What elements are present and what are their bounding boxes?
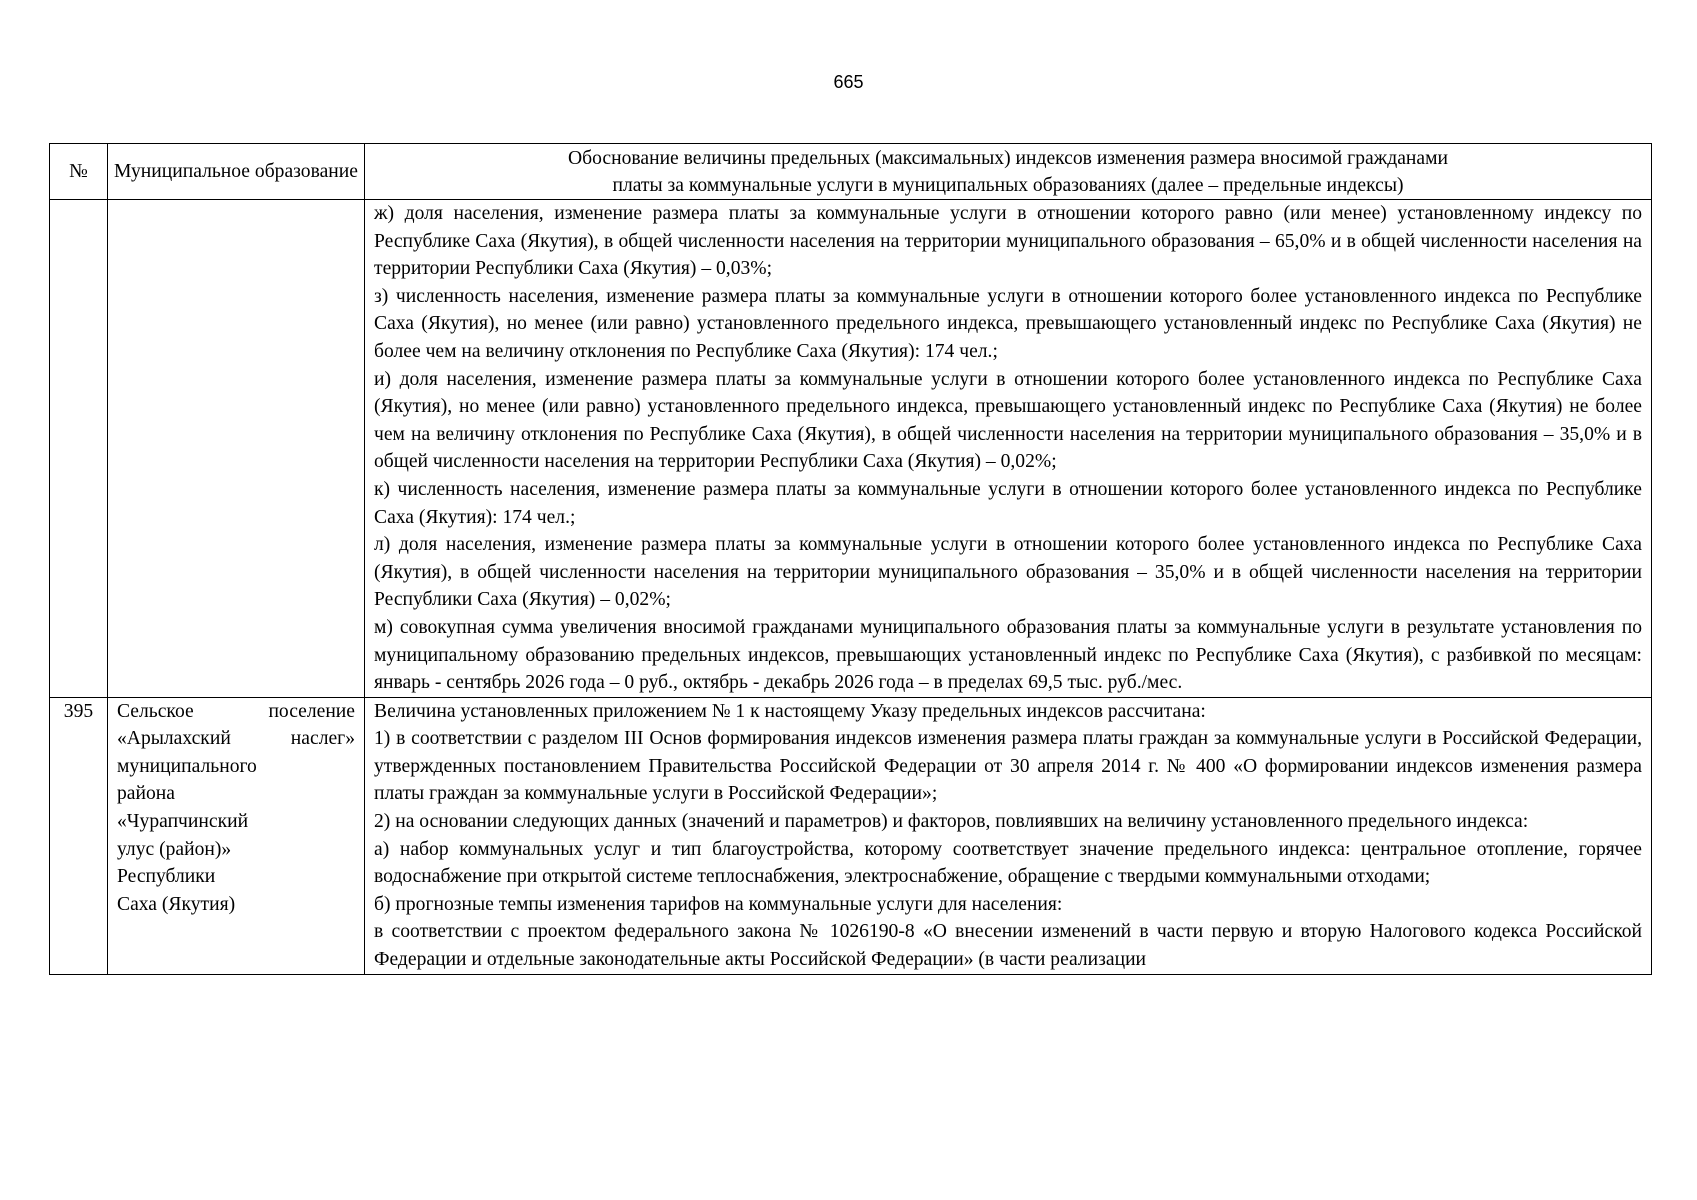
justification-paragraph: к) численность населения, изменение размера платы за коммунальные услуги в отношении которого более установленного индекса по Республике Саха (Якутия): 174 чел.;	[374, 478, 1642, 528]
justification-paragraph: в соответствии с проектом федерального закона № 1026190-8 «О внесении изменений в части первую и вторую Налогового кодекса Российской Федерации и отдельные законодательные акты Российской Федерации» (в части реализации	[374, 921, 1642, 971]
justification-table	[49, 143, 1652, 975]
justification-paragraph: ж) доля населения, изменение размера платы за коммунальные услуги в отношении которого равно (или менее) установленному индексу по Республике Саха (Якутия), в общей численности населения на территории муниципального образования – 65,0% и в общей численности населения на территории Республики Саха (Якутия) – 0,03%;	[374, 203, 1642, 280]
header-justification-line2: платы за коммунальные услуги в муниципальных образованиях (далее – предельные индексы)	[612, 174, 1404, 196]
header-justification-line1: Обоснование величины предельных (максимальных) индексов изменения размера вносимой гражданами	[568, 147, 1448, 169]
justification-cell	[365, 697, 1652, 974]
municipality-line: улус (район)»	[117, 838, 232, 860]
municipality-cell	[108, 200, 365, 698]
municipality-line: Республики	[117, 866, 216, 888]
table-header-row	[50, 144, 1652, 200]
justification-paragraph: а) набор коммунальных услуг и тип благоустройства, которому соответствует значение предельного индекса: центральное отопление, горячее водоснабжение при открытой системе теплоснабжения, электроснабжение, обращение с твердыми коммунальными отходами;	[374, 838, 1642, 888]
justification-paragraph: м) совокупная сумма увеличения вносимой гражданами муниципального образования платы за коммунальные услуги в результате установления по муниципальному образованию предельных индексов, превышающих установленный индекс по Республике Саха (Якутия), с разбивкой по месяцам: январь - сентябрь 2026 года – 0 руб., октябрь - декабрь 2026 года – в пределах 69,5 тыс. руб./мес.	[374, 616, 1642, 694]
municipality-line: «Чурапчинский	[117, 811, 249, 833]
justification-paragraph: Величина установленных приложением № 1 к настоящему Указу предельных индексов рассчитана:	[374, 700, 1206, 722]
municipality-cell	[108, 697, 365, 974]
justification-paragraph: б) прогнозные темпы изменения тарифов на коммунальные услуги для населения:	[374, 893, 1063, 915]
justification-cell	[365, 200, 1652, 698]
row-number	[50, 200, 108, 698]
row-number: 395	[50, 697, 108, 974]
justification-paragraph: 1) в соответствии с разделом III Основ формирования индексов изменения размера платы граждан за коммунальные услуги в Российской Федерации, утвержденных постановлением Правительства Российской Федерации от 30 апреля 2014 г. № 400 «О формировании индексов изменения размера платы граждан за коммунальные услуги в Российской Федерации»;	[374, 728, 1642, 805]
justification-paragraph: л) доля населения, изменение размера платы за коммунальные услуги в отношении которого более установленного индекса по Республике Саха (Якутия), в общей численности населения на территории муниципального образования – 35,0% и в общей численности населения на территории Республики Саха (Якутия) – 0,02%;	[374, 534, 1642, 611]
justification-paragraph: з) численность населения, изменение размера платы за коммунальные услуги в отношении которого более установленного индекса по Республике Саха (Якутия), но менее (или равно) установленного предельного индекса, превышающего установленный индекс по Республике Саха (Якутия) не более чем на величину отклонения по Республике Саха (Якутия): 174 чел.;	[374, 285, 1642, 362]
municipality-line: муниципального	[117, 755, 257, 777]
header-municipality: Муниципальное образование	[108, 144, 365, 200]
table-row	[50, 697, 1652, 974]
municipality-line: «Арылахский наслег»	[117, 728, 355, 750]
justification-paragraph: и) доля населения, изменение размера платы за коммунальные услуги в отношении которого более установленного индекса по Республике Саха (Якутия), но менее (или равно) установленного предельного индекса, превышающего установленный индекс по Республике Саха (Якутия) не более чем на величину отклонения по Республике Саха (Якутия), в общей численности населения на территории муниципального образования – 35,0% и в общей численности населения на территории Республики Саха (Якутия) – 0,02%;	[374, 368, 1642, 473]
header-justification	[365, 144, 1652, 200]
table-row	[50, 200, 1652, 698]
municipality-line: Саха (Якутия)	[117, 893, 236, 915]
municipality-line: района	[117, 783, 175, 805]
header-num: №	[50, 144, 108, 200]
municipality-line: Сельское поселение	[117, 700, 355, 722]
page-number: 665	[833, 72, 864, 92]
justification-paragraph: 2) на основании следующих данных (значений и параметров) и факторов, повлиявших на величину установленного предельного индекса:	[374, 811, 1529, 833]
